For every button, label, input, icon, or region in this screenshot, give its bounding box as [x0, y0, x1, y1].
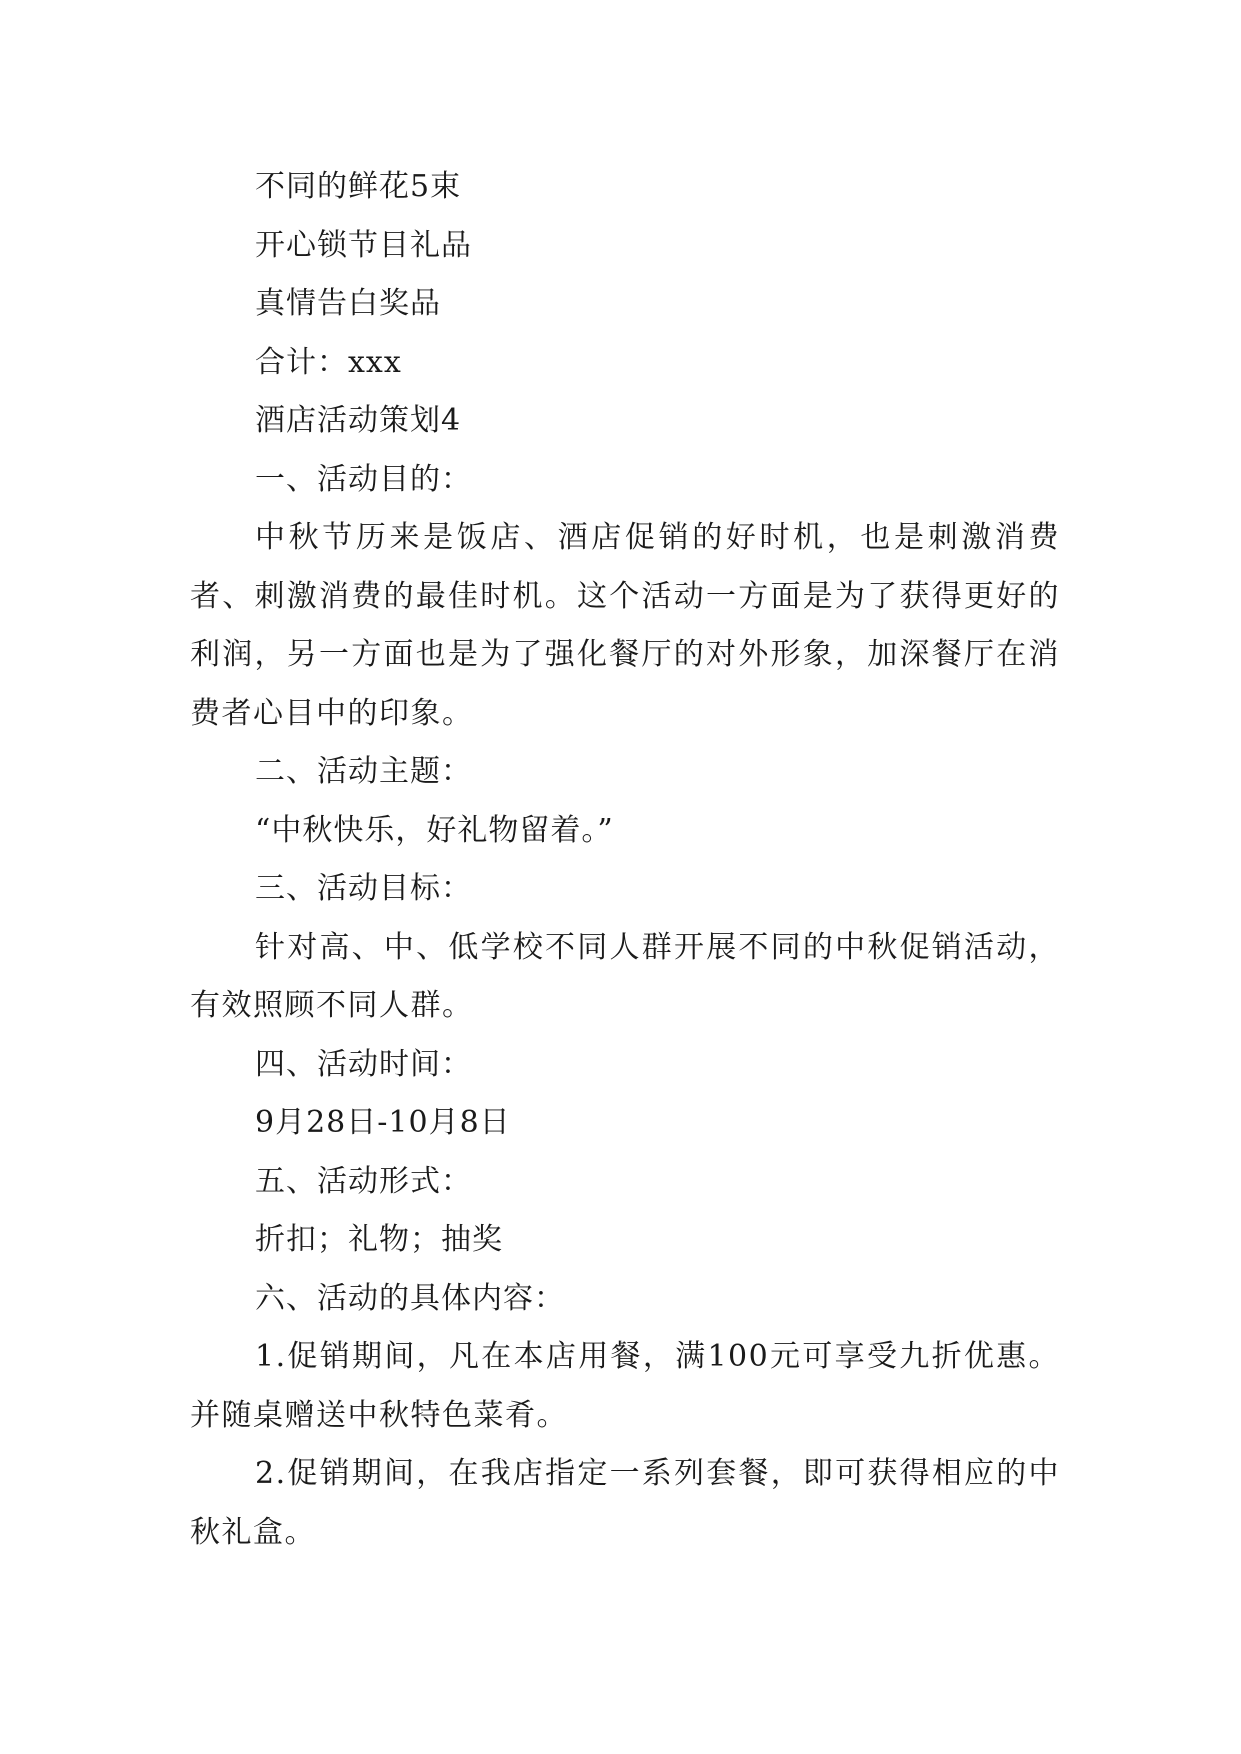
text-line: “中秋快乐，好礼物留着。” [255, 812, 614, 848]
section-title: 酒店活动策划4 [255, 403, 462, 438]
paragraph: 针对高、中、低学校不同人群开展不同的中秋促销活动，有效照顾不同人群。 [190, 929, 1060, 1023]
text-line: 合计：xxx [255, 344, 402, 380]
text-line: 开心锁节目礼品 [255, 227, 472, 263]
section-heading: 三、活动目标： [255, 871, 472, 906]
text-line: 真情告白奖品 [255, 286, 441, 321]
section-heading: 一、活动目的： [255, 461, 472, 497]
text-line: 不同的鲜花5束 [255, 169, 462, 204]
paragraph: 中秋节历来是饭店、酒店促销的好时机，也是刺激消费者、刺激消费的最佳时机。这个活动一方面是为了获得更好的利润，另一方面也是为了强化餐厅的对外形象，加深餐厅在消费者心目中的印象。 [190, 520, 1060, 731]
text-line: 9月28日-10月8日 [255, 1105, 511, 1140]
section-heading: 五、活动形式： [255, 1163, 472, 1199]
section-heading: 二、活动主题： [255, 754, 472, 789]
document-page [190, 158, 1060, 1562]
text-line: 折扣；礼物；抽奖 [255, 1222, 503, 1257]
paragraph: 2.促销期间，在我店指定一系列套餐，即可获得相应的中秋礼盒。 [190, 1456, 1060, 1550]
paragraph: 1.促销期间，凡在本店用餐，满100元可享受九折优惠。并随桌赠送中秋特色菜肴。 [190, 1339, 1060, 1433]
section-heading: 四、活动时间： [255, 1046, 472, 1082]
section-heading: 六、活动的具体内容： [255, 1280, 565, 1316]
